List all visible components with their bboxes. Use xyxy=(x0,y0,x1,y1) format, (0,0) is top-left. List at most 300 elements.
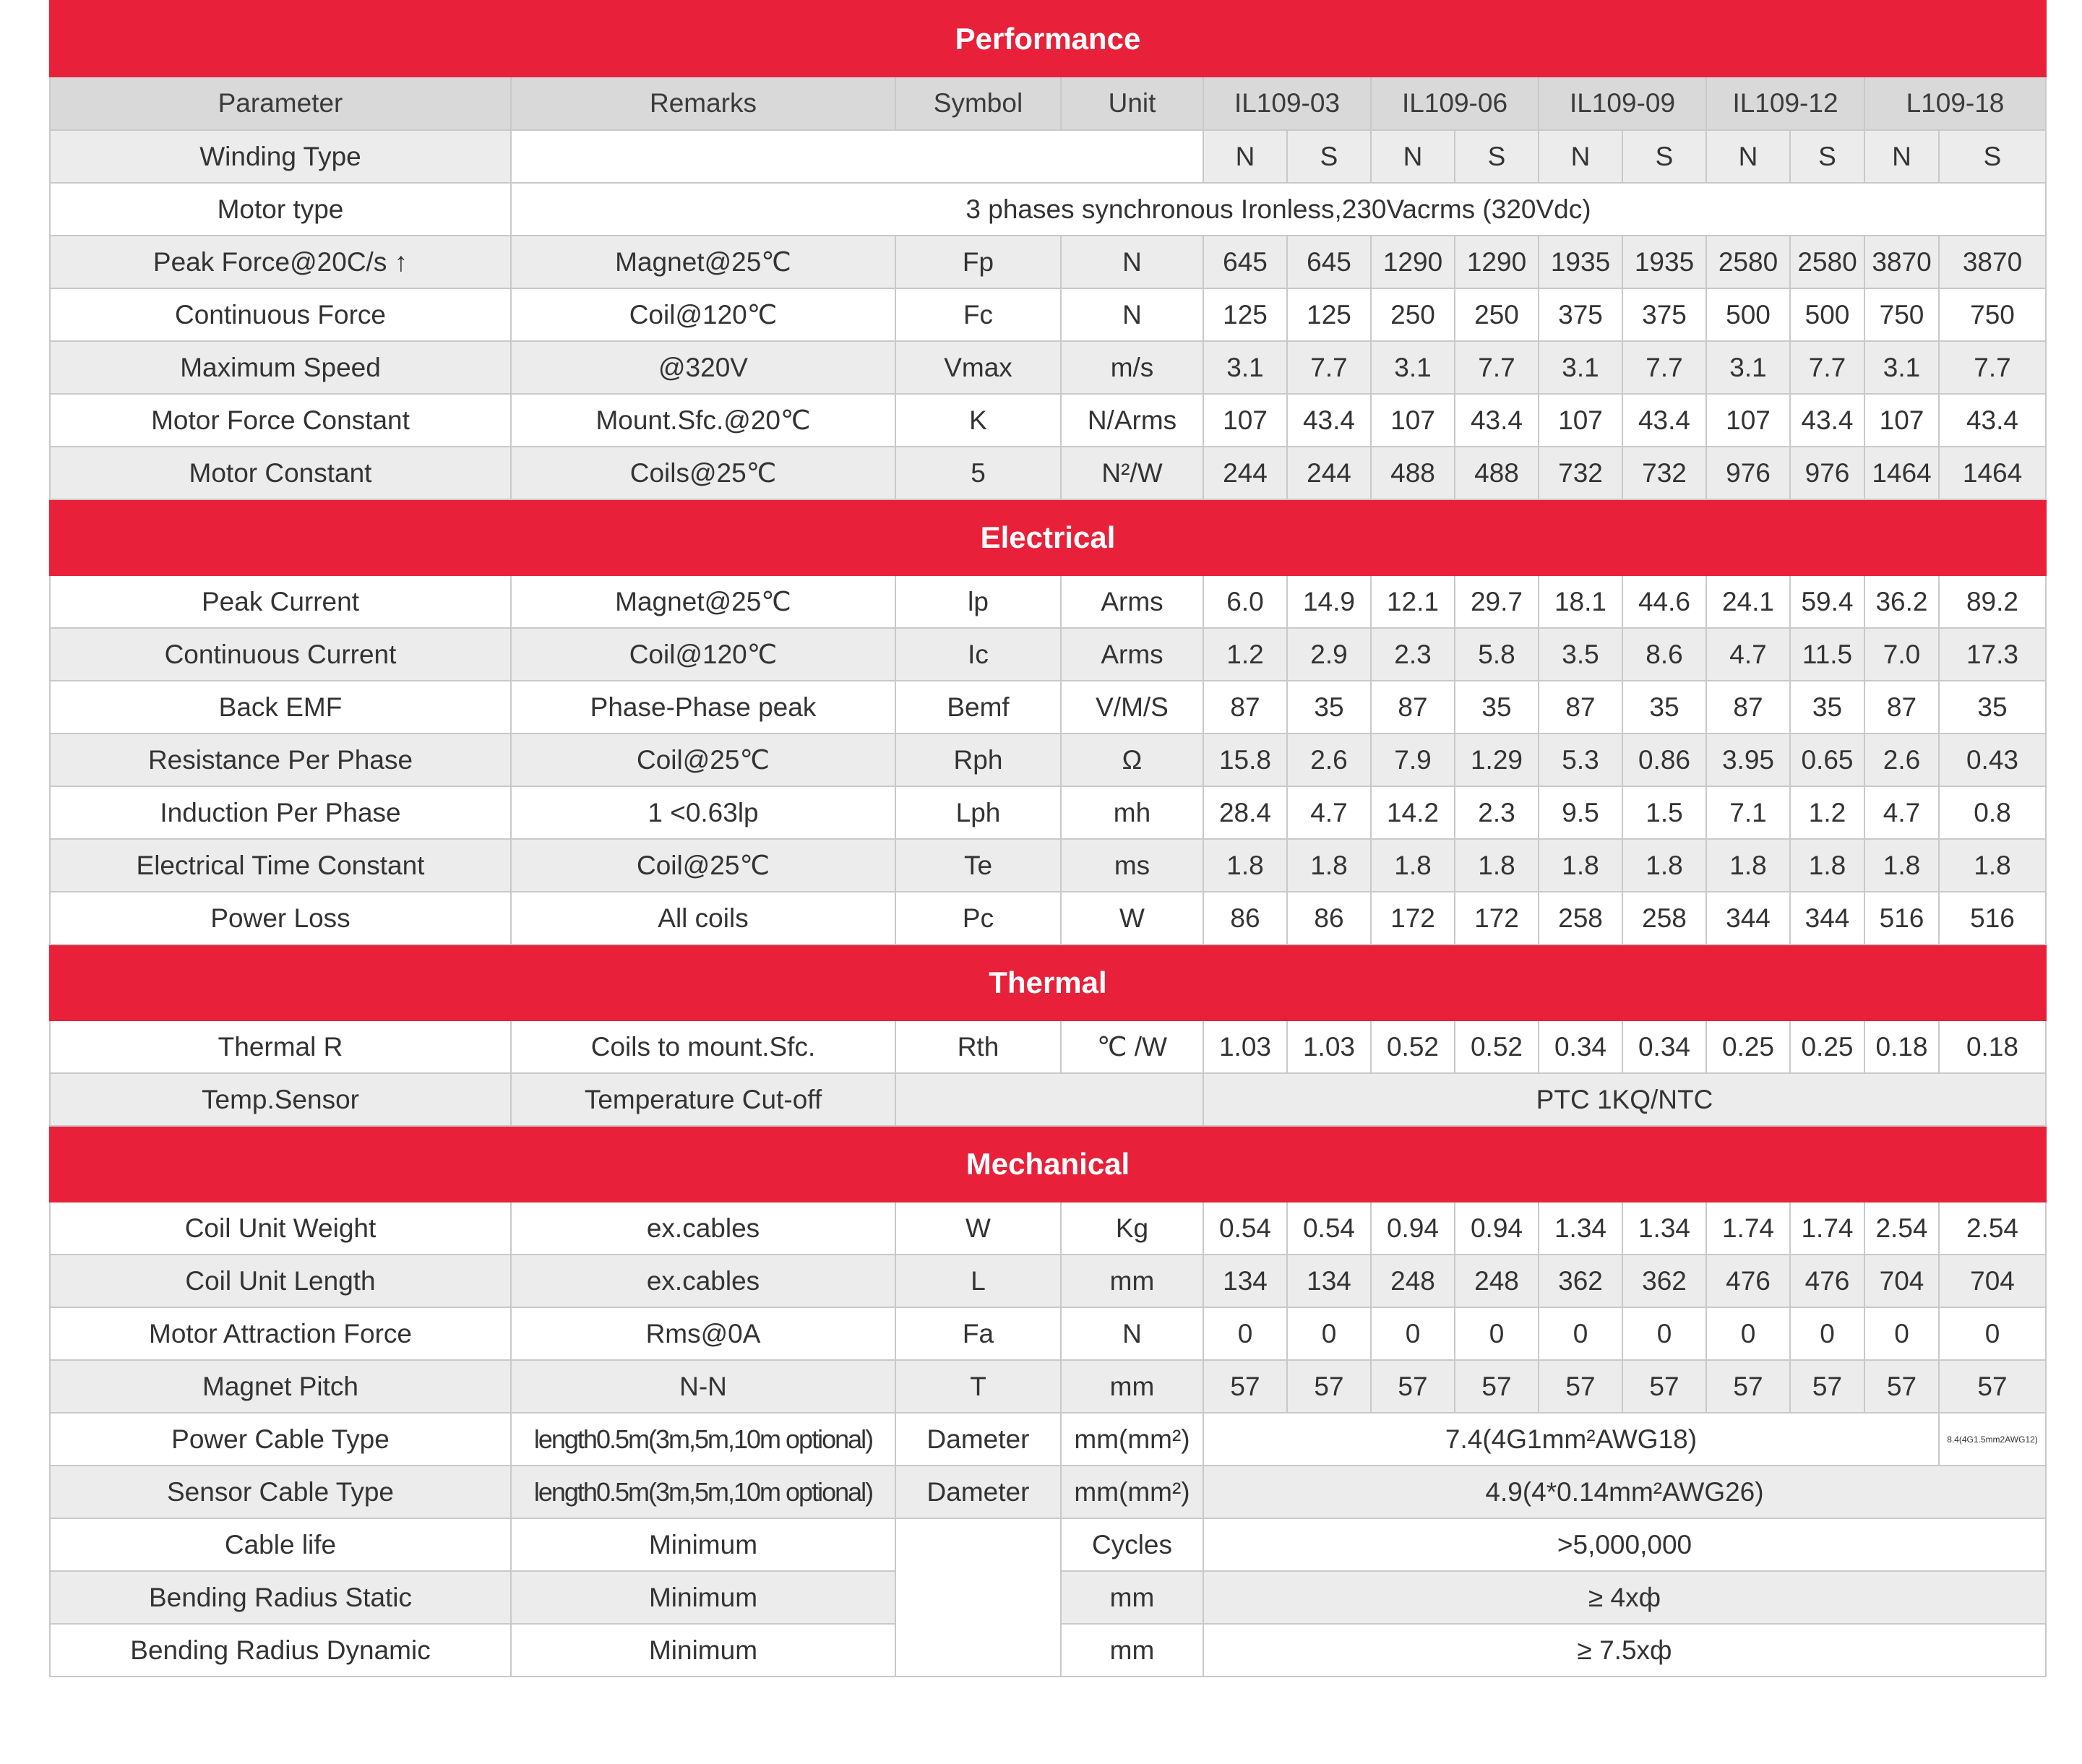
parameter-cell: Bending Radius Static xyxy=(50,1571,511,1624)
value-cell: 488 xyxy=(1455,447,1539,499)
cable-value: 4.9(4*0.14mm²AWG26) xyxy=(1203,1466,2046,1518)
value-cell: 87 xyxy=(1203,681,1287,733)
table-row xyxy=(50,1073,2046,1126)
parameter-cell: Motor type xyxy=(50,183,511,236)
section-title: Electrical xyxy=(50,499,2046,575)
value-cell: 89.2 xyxy=(1939,575,2046,628)
remarks-cell: Magnet@25℃ xyxy=(511,236,895,288)
value-cell: 0.65 xyxy=(1790,733,1864,786)
unit-cell: mm(mm²) xyxy=(1061,1413,1203,1466)
winding-cell: S xyxy=(1939,130,2046,183)
remarks-cell: Minimum xyxy=(511,1571,895,1624)
remarks-cell: 1 <0.63lp xyxy=(511,786,895,839)
value-cell: 1.8 xyxy=(1455,839,1539,892)
table-row xyxy=(50,1466,2046,1518)
spec-table xyxy=(49,0,2047,1677)
value-cell: 2.54 xyxy=(1864,1202,1939,1255)
table-row xyxy=(50,1255,2046,1307)
value-cell: 1464 xyxy=(1864,447,1939,499)
value-cell: 0.54 xyxy=(1203,1202,1287,1255)
value-cell: 2.6 xyxy=(1287,733,1371,786)
value-cell: 0 xyxy=(1539,1307,1622,1360)
table-row xyxy=(50,733,2046,786)
value-cell: 57 xyxy=(1790,1360,1864,1413)
value-cell: 0.34 xyxy=(1622,1020,1706,1073)
value-cell: 362 xyxy=(1539,1255,1622,1307)
value-cell: 1.74 xyxy=(1790,1202,1864,1255)
value-cell: 2.3 xyxy=(1455,786,1539,839)
value-cell: 43.4 xyxy=(1939,394,2046,447)
value-cell: 1.8 xyxy=(1864,839,1939,892)
value-cell: 344 xyxy=(1706,892,1790,945)
value-cell: 172 xyxy=(1455,892,1539,945)
value-cell: 976 xyxy=(1790,447,1864,499)
value-cell: 107 xyxy=(1539,394,1622,447)
unit-cell: ms xyxy=(1061,839,1203,892)
value-cell: 362 xyxy=(1622,1255,1706,1307)
value-cell: 5.8 xyxy=(1455,628,1539,681)
parameter-cell: Sensor Cable Type xyxy=(50,1466,511,1518)
parameter-cell: Continuous Force xyxy=(50,288,511,341)
sensor-value: PTC 1KQ/NTC xyxy=(1203,1073,2046,1126)
symbol-cell: K xyxy=(895,394,1061,447)
value-cell: 248 xyxy=(1371,1255,1455,1307)
value-cell: 7.7 xyxy=(1939,341,2046,394)
value-cell: 1.03 xyxy=(1287,1020,1371,1073)
value-cell: 125 xyxy=(1287,288,1371,341)
unit-cell: Ω xyxy=(1061,733,1203,786)
symbol-cell: Fc xyxy=(895,288,1061,341)
parameter-cell: Peak Force@20C/s ↑ xyxy=(50,236,511,288)
symbol-cell: Rph xyxy=(895,733,1061,786)
value-cell: 2.3 xyxy=(1371,628,1455,681)
value-cell: 1.8 xyxy=(1790,839,1864,892)
value-cell: 107 xyxy=(1371,394,1455,447)
symbol-cell: Lph xyxy=(895,786,1061,839)
parameter-cell: Back EMF xyxy=(50,681,511,733)
value-cell: 14.9 xyxy=(1287,575,1371,628)
value-cell: 0.52 xyxy=(1455,1020,1539,1073)
value-cell: 0.94 xyxy=(1371,1202,1455,1255)
remarks-cell: Temperature Cut-off xyxy=(511,1073,895,1126)
value-cell: 0.25 xyxy=(1706,1020,1790,1073)
value-cell: 645 xyxy=(1287,236,1371,288)
value-cell: 1.8 xyxy=(1939,839,2046,892)
value-cell: 3.1 xyxy=(1203,341,1287,394)
table-row xyxy=(50,447,2046,499)
section-title: Mechanical xyxy=(50,1126,2046,1202)
remarks-cell: Coils@25℃ xyxy=(511,447,895,499)
value-cell: 3.1 xyxy=(1706,341,1790,394)
value-cell: 43.4 xyxy=(1455,394,1539,447)
unit-cell: mh xyxy=(1061,786,1203,839)
value-cell: 2.9 xyxy=(1287,628,1371,681)
value-cell: 57 xyxy=(1622,1360,1706,1413)
table-row xyxy=(50,183,2046,236)
value-cell: 29.7 xyxy=(1455,575,1539,628)
value-cell: 476 xyxy=(1790,1255,1864,1307)
remarks-cell: Phase-Phase peak xyxy=(511,681,895,733)
remarks-cell: ex.cables xyxy=(511,1202,895,1255)
parameter-cell: Maximum Speed xyxy=(50,341,511,394)
parameter-cell: Cable life xyxy=(50,1518,511,1571)
value-cell: 0 xyxy=(1371,1307,1455,1360)
unit-cell: V/M/S xyxy=(1061,681,1203,733)
value-cell: 2580 xyxy=(1706,236,1790,288)
remarks-cell: @320V xyxy=(511,341,895,394)
value-cell: 0.52 xyxy=(1371,1020,1455,1073)
unit-cell: Cycles xyxy=(1061,1518,1203,1571)
value-cell: 344 xyxy=(1790,892,1864,945)
value-cell: 87 xyxy=(1539,681,1622,733)
value-cell: 4.7 xyxy=(1287,786,1371,839)
value-cell: 0 xyxy=(1864,1307,1939,1360)
value-cell: 1.8 xyxy=(1706,839,1790,892)
value-cell: 7.7 xyxy=(1622,341,1706,394)
winding-cell: N xyxy=(1864,130,1939,183)
spec-value: ≥ 4xф xyxy=(1203,1571,2046,1624)
value-cell: 9.5 xyxy=(1539,786,1622,839)
value-cell: 1.74 xyxy=(1706,1202,1790,1255)
value-cell: 2580 xyxy=(1790,236,1864,288)
table-row xyxy=(50,130,2046,183)
column-header-row xyxy=(50,77,2046,130)
remarks-cell: Mount.Sfc.@20℃ xyxy=(511,394,895,447)
value-cell: 704 xyxy=(1939,1255,2046,1307)
value-cell: 516 xyxy=(1939,892,2046,945)
value-cell: 107 xyxy=(1203,394,1287,447)
value-cell: 11.5 xyxy=(1790,628,1864,681)
value-cell: 0.86 xyxy=(1622,733,1706,786)
value-cell: 57 xyxy=(1203,1360,1287,1413)
value-cell: 732 xyxy=(1539,447,1622,499)
symbol-cell: Fp xyxy=(895,236,1061,288)
spec-table-body xyxy=(50,1,2046,1677)
parameter-cell: Power Loss xyxy=(50,892,511,945)
header-unit: Unit xyxy=(1061,77,1203,130)
winding-cell: S xyxy=(1455,130,1539,183)
value-cell: 1.03 xyxy=(1203,1020,1287,1073)
value-cell: 7.7 xyxy=(1287,341,1371,394)
value-cell: 43.4 xyxy=(1287,394,1371,447)
unit-cell: mm xyxy=(1061,1624,1203,1677)
value-cell: 2.54 xyxy=(1939,1202,2046,1255)
value-cell: 7.9 xyxy=(1371,733,1455,786)
table-row xyxy=(50,341,2046,394)
value-cell: 704 xyxy=(1864,1255,1939,1307)
value-cell: 17.3 xyxy=(1939,628,2046,681)
value-cell: 8.6 xyxy=(1622,628,1706,681)
value-cell: 645 xyxy=(1203,236,1287,288)
value-cell: 18.1 xyxy=(1539,575,1622,628)
value-cell: 43.4 xyxy=(1622,394,1706,447)
value-cell: 1290 xyxy=(1371,236,1455,288)
value-cell: 1.8 xyxy=(1622,839,1706,892)
winding-cell: S xyxy=(1622,130,1706,183)
value-cell: 35 xyxy=(1622,681,1706,733)
value-cell: 750 xyxy=(1939,288,2046,341)
value-cell: 44.6 xyxy=(1622,575,1706,628)
value-cell: 7.0 xyxy=(1864,628,1939,681)
value-cell: 0 xyxy=(1622,1307,1706,1360)
parameter-cell: Motor Constant xyxy=(50,447,511,499)
symbol-cell: Vmax xyxy=(895,341,1061,394)
section-header-electrical xyxy=(50,499,2046,575)
unit-cell: ℃ /W xyxy=(1061,1020,1203,1073)
value-cell: 0 xyxy=(1455,1307,1539,1360)
value-cell: 1.8 xyxy=(1539,839,1622,892)
value-cell: 1.5 xyxy=(1622,786,1706,839)
value-cell: 476 xyxy=(1706,1255,1790,1307)
value-cell: 57 xyxy=(1539,1360,1622,1413)
value-cell: 87 xyxy=(1864,681,1939,733)
value-cell: 86 xyxy=(1203,892,1287,945)
value-cell: 1.8 xyxy=(1203,839,1287,892)
unit-cell: m/s xyxy=(1061,341,1203,394)
value-cell: 0 xyxy=(1706,1307,1790,1360)
value-cell: 0.34 xyxy=(1539,1020,1622,1073)
symbol-cell: Pc xyxy=(895,892,1061,945)
unit-cell: Arms xyxy=(1061,575,1203,628)
value-cell: 7.1 xyxy=(1706,786,1790,839)
unit-cell: Kg xyxy=(1061,1202,1203,1255)
parameter-cell: Induction Per Phase xyxy=(50,786,511,839)
unit-cell: mm xyxy=(1061,1360,1203,1413)
value-cell: 87 xyxy=(1706,681,1790,733)
value-cell: 3.1 xyxy=(1864,341,1939,394)
value-cell: 750 xyxy=(1864,288,1939,341)
header-remarks: Remarks xyxy=(511,77,895,130)
value-cell: 125 xyxy=(1203,288,1287,341)
section-title: Performance xyxy=(50,1,2046,77)
parameter-cell: Coil Unit Length xyxy=(50,1255,511,1307)
unit-cell: N xyxy=(1061,1307,1203,1360)
value-cell: 375 xyxy=(1622,288,1706,341)
cable-value-last: 8.4(4G1.5mm2AWG12) xyxy=(1939,1413,2046,1466)
value-cell: 0 xyxy=(1939,1307,2046,1360)
value-cell: 57 xyxy=(1455,1360,1539,1413)
remarks-cell: Minimum xyxy=(511,1624,895,1677)
value-cell: 35 xyxy=(1790,681,1864,733)
value-cell: 2.6 xyxy=(1864,733,1939,786)
unit-cell: W xyxy=(1061,892,1203,945)
parameter-cell: Coil Unit Weight xyxy=(50,1202,511,1255)
value-cell: 1.2 xyxy=(1790,786,1864,839)
table-row xyxy=(50,288,2046,341)
value-cell: 43.4 xyxy=(1790,394,1864,447)
remarks-cell: N-N xyxy=(511,1360,895,1413)
value-cell: 0 xyxy=(1287,1307,1371,1360)
value-cell: 4.7 xyxy=(1706,628,1790,681)
empty-cell xyxy=(895,1518,1061,1677)
unit-cell: mm xyxy=(1061,1255,1203,1307)
remarks-cell: Coil@120℃ xyxy=(511,288,895,341)
value-cell: 134 xyxy=(1287,1255,1371,1307)
parameter-cell: Magnet Pitch xyxy=(50,1360,511,1413)
spec-value: >5,000,000 xyxy=(1203,1518,2046,1571)
symbol-cell: W xyxy=(895,1202,1061,1255)
table-row xyxy=(50,575,2046,628)
value-cell: 86 xyxy=(1287,892,1371,945)
header-model: IL109-03 xyxy=(1203,77,1371,130)
table-row xyxy=(50,681,2046,733)
value-cell: 107 xyxy=(1864,394,1939,447)
table-row xyxy=(50,1202,2046,1255)
value-cell: 4.7 xyxy=(1864,786,1939,839)
symbol-cell: T xyxy=(895,1360,1061,1413)
winding-cell: N xyxy=(1203,130,1287,183)
value-cell: 976 xyxy=(1706,447,1790,499)
value-cell: 3870 xyxy=(1939,236,2046,288)
symbol-cell: L xyxy=(895,1255,1061,1307)
parameter-cell: Motor Force Constant xyxy=(50,394,511,447)
value-cell: 1.2 xyxy=(1203,628,1287,681)
value-cell: 0.25 xyxy=(1790,1020,1864,1073)
value-cell: 107 xyxy=(1706,394,1790,447)
parameter-cell: Thermal R xyxy=(50,1020,511,1073)
value-cell: 57 xyxy=(1939,1360,2046,1413)
unit-cell: N²/W xyxy=(1061,447,1203,499)
value-cell: 5.3 xyxy=(1539,733,1622,786)
value-cell: 57 xyxy=(1287,1360,1371,1413)
symbol-cell: Rth xyxy=(895,1020,1061,1073)
value-cell: 244 xyxy=(1203,447,1287,499)
value-cell: 0.54 xyxy=(1287,1202,1371,1255)
value-cell: 0 xyxy=(1790,1307,1864,1360)
value-cell: 3870 xyxy=(1864,236,1939,288)
parameter-cell: Bending Radius Dynamic xyxy=(50,1624,511,1677)
spec-value: ≥ 7.5xф xyxy=(1203,1624,2046,1677)
parameter-cell: Resistance Per Phase xyxy=(50,733,511,786)
value-cell: 516 xyxy=(1864,892,1939,945)
value-cell: 57 xyxy=(1371,1360,1455,1413)
symbol-cell: lp xyxy=(895,575,1061,628)
value-cell: 0.18 xyxy=(1939,1020,2046,1073)
parameter-cell: Peak Current xyxy=(50,575,511,628)
value-cell: 24.1 xyxy=(1706,575,1790,628)
value-cell: 0.43 xyxy=(1939,733,2046,786)
remarks-cell: Coil@25℃ xyxy=(511,733,895,786)
header-parameter: Parameter xyxy=(50,77,511,130)
table-row xyxy=(50,628,2046,681)
value-cell: 7.7 xyxy=(1455,341,1539,394)
parameter-cell: Temp.Sensor xyxy=(50,1073,511,1126)
value-cell: 59.4 xyxy=(1790,575,1864,628)
value-cell: 1.29 xyxy=(1455,733,1539,786)
header-model: IL109-12 xyxy=(1706,77,1864,130)
remarks-cell: Coils to mount.Sfc. xyxy=(511,1020,895,1073)
section-title: Thermal xyxy=(50,945,2046,1020)
remarks-cell: ex.cables xyxy=(511,1255,895,1307)
value-cell: 35 xyxy=(1455,681,1539,733)
parameter-cell: Motor Attraction Force xyxy=(50,1307,511,1360)
empty-cell xyxy=(895,1073,1203,1126)
parameter-cell: Continuous Current xyxy=(50,628,511,681)
value-cell: 732 xyxy=(1622,447,1706,499)
winding-cell: N xyxy=(1706,130,1790,183)
value-cell: 15.8 xyxy=(1203,733,1287,786)
value-cell: 1.34 xyxy=(1622,1202,1706,1255)
value-cell: 36.2 xyxy=(1864,575,1939,628)
remarks-cell: length0.5m(3m,5m,10m optional) xyxy=(511,1466,895,1518)
value-cell: 500 xyxy=(1706,288,1790,341)
section-header-thermal xyxy=(50,945,2046,1020)
parameter-cell: Electrical Time Constant xyxy=(50,839,511,892)
header-model: IL109-09 xyxy=(1539,77,1706,130)
value-cell: 1.8 xyxy=(1371,839,1455,892)
table-row xyxy=(50,892,2046,945)
value-cell: 6.0 xyxy=(1203,575,1287,628)
table-row xyxy=(50,1413,2046,1466)
value-cell: 87 xyxy=(1371,681,1455,733)
value-cell: 172 xyxy=(1371,892,1455,945)
table-row xyxy=(50,394,2046,447)
header-model: L109-18 xyxy=(1864,77,2046,130)
section-header-mechanical xyxy=(50,1126,2046,1202)
value-cell: 3.5 xyxy=(1539,628,1622,681)
winding-cell: S xyxy=(1790,130,1864,183)
unit-cell: N/Arms xyxy=(1061,394,1203,447)
value-cell: 244 xyxy=(1287,447,1371,499)
value-cell: 3.1 xyxy=(1539,341,1622,394)
table-row xyxy=(50,1518,2046,1571)
table-row xyxy=(50,839,2046,892)
remarks-cell: Rms@0A xyxy=(511,1307,895,1360)
value-cell: 1290 xyxy=(1455,236,1539,288)
value-cell: 258 xyxy=(1539,892,1622,945)
unit-cell: Arms xyxy=(1061,628,1203,681)
parameter-cell: Winding Type xyxy=(50,130,511,183)
value-cell: 375 xyxy=(1539,288,1622,341)
symbol-cell: Ic xyxy=(895,628,1061,681)
motor-type-value: 3 phases synchronous Ironless,230Vacrms (320Vdc) xyxy=(511,183,2046,236)
symbol-cell: Dameter xyxy=(895,1413,1061,1466)
value-cell: 0 xyxy=(1203,1307,1287,1360)
value-cell: 0.8 xyxy=(1939,786,2046,839)
value-cell: 500 xyxy=(1790,288,1864,341)
symbol-cell: Fa xyxy=(895,1307,1061,1360)
winding-cell: S xyxy=(1287,130,1371,183)
symbol-cell: 5 xyxy=(895,447,1061,499)
header-symbol: Symbol xyxy=(895,77,1061,130)
table-row xyxy=(50,1307,2046,1360)
remarks-cell: Magnet@25℃ xyxy=(511,575,895,628)
symbol-cell: Te xyxy=(895,839,1061,892)
value-cell: 35 xyxy=(1939,681,2046,733)
remarks-cell: Minimum xyxy=(511,1518,895,1571)
value-cell: 258 xyxy=(1622,892,1706,945)
value-cell: 57 xyxy=(1706,1360,1790,1413)
table-row xyxy=(50,236,2046,288)
value-cell: 35 xyxy=(1287,681,1371,733)
unit-cell: N xyxy=(1061,288,1203,341)
value-cell: 14.2 xyxy=(1371,786,1455,839)
section-header-performance xyxy=(50,1,2046,77)
table-row xyxy=(50,1020,2046,1073)
value-cell: 0.94 xyxy=(1455,1202,1539,1255)
value-cell: 3.1 xyxy=(1371,341,1455,394)
symbol-cell: Dameter xyxy=(895,1466,1061,1518)
remarks-cell: length0.5m(3m,5m,10m optional) xyxy=(511,1413,895,1466)
table-row xyxy=(50,1360,2046,1413)
unit-cell: mm(mm²) xyxy=(1061,1466,1203,1518)
symbol-cell: Bemf xyxy=(895,681,1061,733)
value-cell: 134 xyxy=(1203,1255,1287,1307)
value-cell: 1464 xyxy=(1939,447,2046,499)
remarks-cell: All coils xyxy=(511,892,895,945)
winding-cell: N xyxy=(1371,130,1455,183)
unit-cell: N xyxy=(1061,236,1203,288)
